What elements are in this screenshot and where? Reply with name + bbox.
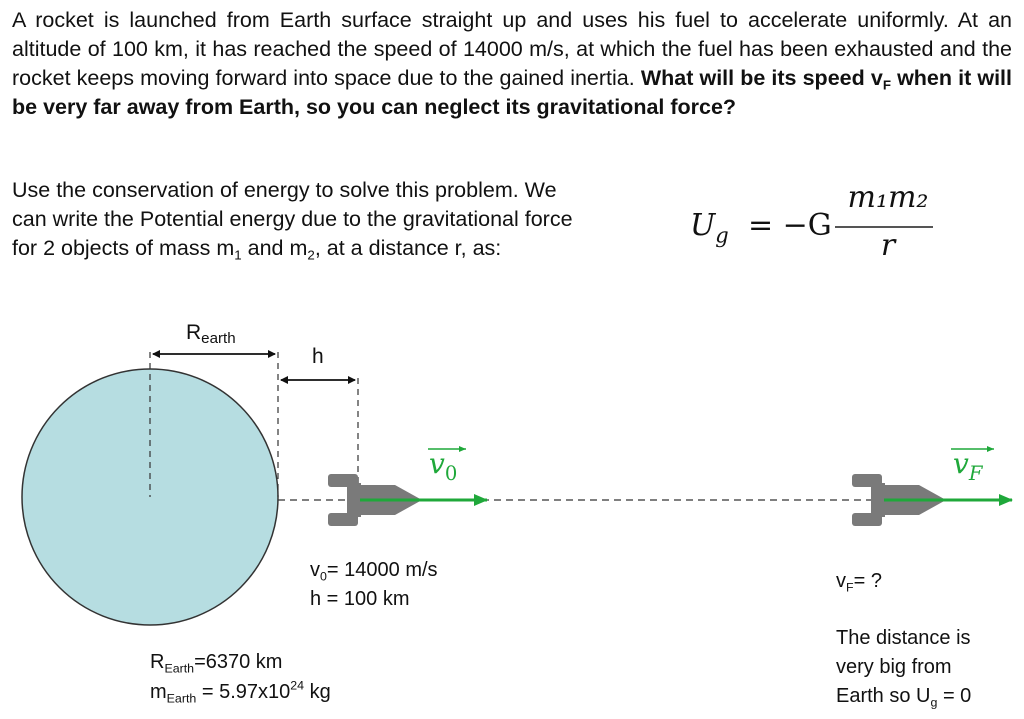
formula-denominator: r bbox=[880, 228, 896, 263]
energy-line-2: can write the Potential energy due to the gravitational force bbox=[12, 207, 573, 231]
problem-text: A rocket is launched from Earth surface straight up and uses his fuel to accelerate uniformly. At an altitude of 100 km, it has reached the speed of 14000 m/s, at which the fuel has been exhausted and the rocket keeps moving forward into space due to the gained inertia. bbox=[12, 8, 1012, 90]
far-distance-note-2: very big from bbox=[836, 656, 952, 678]
v0-value: $v_0= 14000$ m/s bbox=[310, 559, 438, 584]
r-earth-label: $R_{earth}$ bbox=[186, 321, 236, 347]
energy-line-3: for 2 objects of mass $m_1$ and $m_2$, at a distance r, as: bbox=[12, 236, 502, 263]
h-value: h = 100 km bbox=[310, 588, 410, 610]
energy-line-1: Use the conservation of energy to solve this problem. We bbox=[12, 178, 557, 202]
problem-question: What will be its speed $v_F$ when it will be very far away from Earth, so you can neglect its gravitational force? bbox=[12, 66, 1012, 119]
vf-vector-label: $v_F$ bbox=[953, 447, 983, 485]
v0-vector-label: $v_0$ bbox=[429, 447, 458, 485]
formula-numerator: m₁m₂ bbox=[847, 180, 929, 215]
h-label: h bbox=[312, 345, 324, 368]
far-distance-note-3: Earth so $U_g = 0$ bbox=[836, 685, 972, 710]
formula-lhs: $U_g$ bbox=[690, 208, 729, 248]
far-distance-note-1: The distance is bbox=[836, 627, 971, 649]
earth-radius-value: $R_{Earth}=6370$ km bbox=[150, 651, 283, 676]
earth-mass-value: $m_{Earth} = 5.97x10^{24}$ kg bbox=[150, 678, 331, 706]
vf-value: $v_F=$ ? bbox=[836, 570, 882, 595]
formula-equals: = −G bbox=[748, 208, 832, 243]
